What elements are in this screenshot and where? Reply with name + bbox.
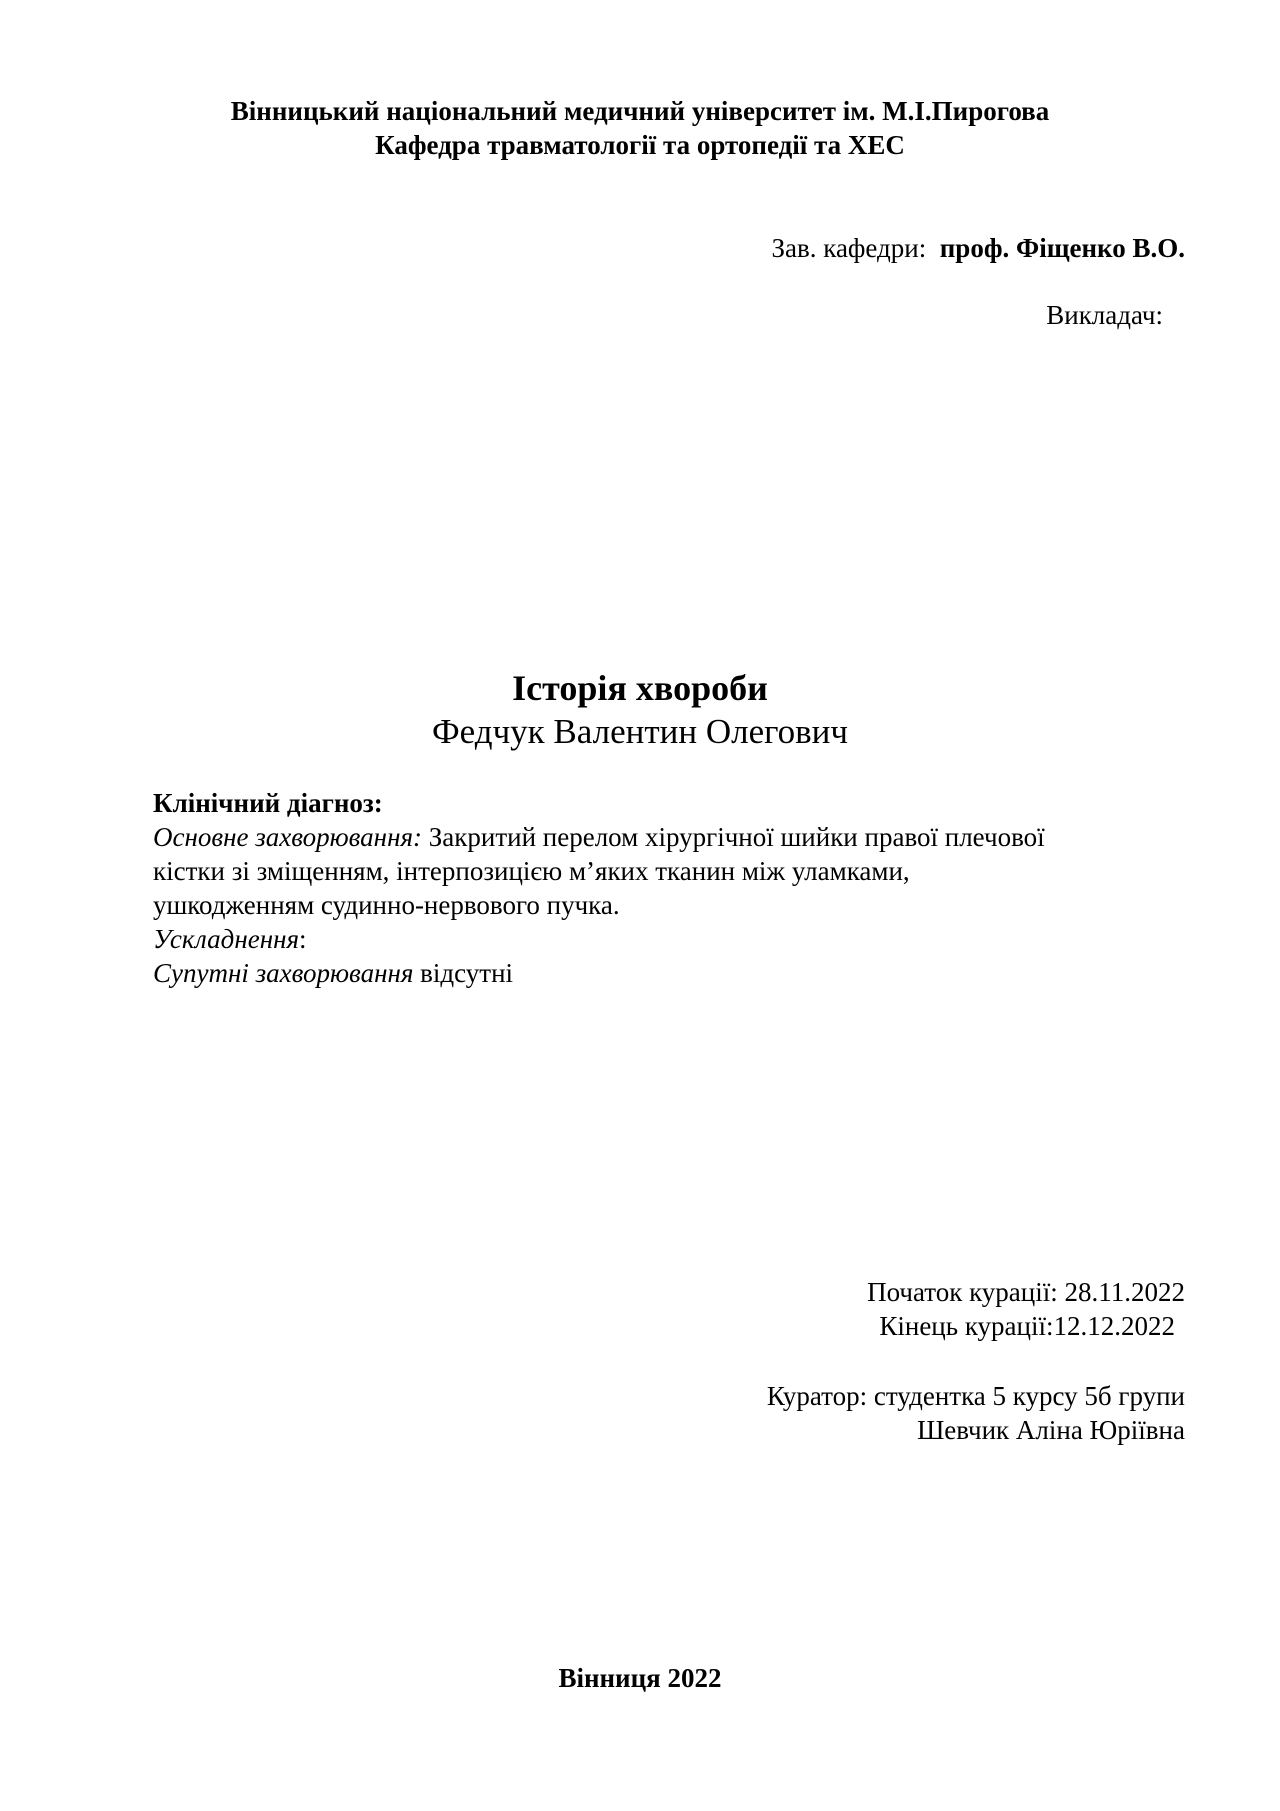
main-disease-line-3: ушкодженням судинно-нервового пучка. xyxy=(153,890,620,920)
main-disease-line-1 xyxy=(153,820,1045,854)
curation-end: Кінець курації:12.12.2022 xyxy=(879,1311,1175,1341)
head-of-department-label: Зав. кафедри: xyxy=(771,233,927,263)
university-name: Вінницький національний медичний університет ім. М.І.Пирогова xyxy=(230,96,1050,126)
curator-name: Шевчик Аліна Юріївна xyxy=(917,1415,1185,1445)
complications-label: Ускладнення xyxy=(153,924,300,954)
main-disease-text-1: Закритий перелом хірургічної шийки правої плечової xyxy=(428,822,1045,852)
head-of-department-row xyxy=(771,231,1185,265)
head-of-department-name: проф. Фіщенко В.О. xyxy=(939,233,1185,263)
concomitant-value: відсутні xyxy=(420,958,514,988)
complications-row xyxy=(153,922,307,956)
curation-start: Початок курації: 28.11.2022 xyxy=(867,1277,1185,1307)
city-year: Вінниця 2022 xyxy=(558,1663,722,1693)
curator-info: Куратор: студентка 5 курсу 5б групи xyxy=(766,1381,1185,1411)
concomitant-label: Супутні захворювання xyxy=(153,958,414,988)
patient-name: Федчук Валентин Олегович xyxy=(432,712,848,751)
concomitant-row xyxy=(153,956,513,990)
clinical-diagnosis-heading: Клінічний діагноз: xyxy=(153,788,383,818)
document-title: Історія хвороби xyxy=(512,668,768,708)
main-disease-line-2: кістки зі зміщенням, інтерпозицією м’яких тканин між уламками, xyxy=(153,856,910,886)
complications-colon: : xyxy=(299,924,307,954)
teacher-label: Викладач: xyxy=(1046,300,1163,330)
department-name: Кафедра травматології та ортопедії та ХЕС xyxy=(375,130,905,160)
main-disease-label: Основне захворювання: xyxy=(153,822,423,852)
